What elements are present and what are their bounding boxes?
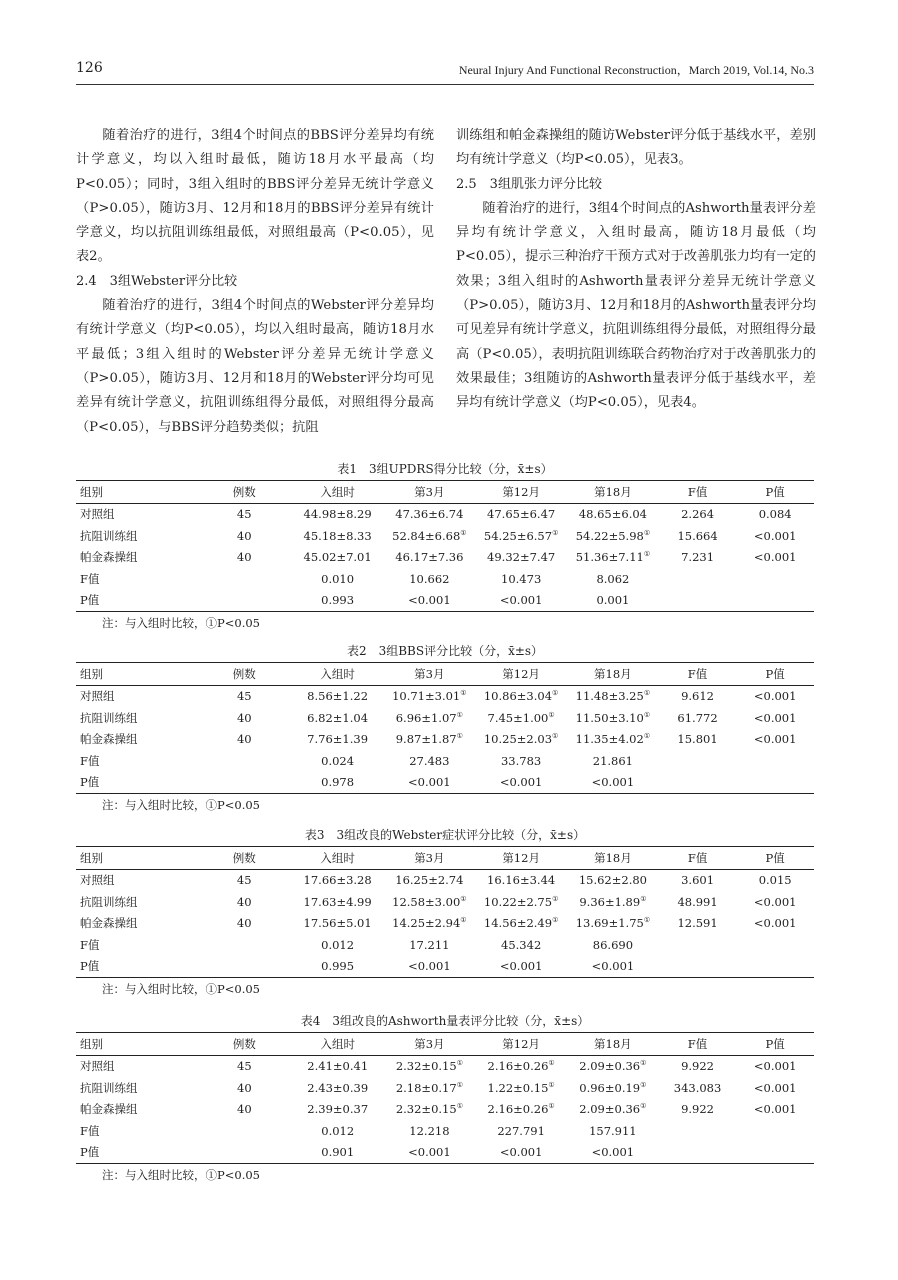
table-cell: P值	[80, 775, 100, 790]
table-1	[76, 480, 814, 612]
table-row	[76, 750, 814, 772]
table-cell: 2.09±0.36①	[579, 1059, 647, 1074]
table-cell: <0.001	[753, 550, 797, 565]
table-cell: 10.473	[501, 571, 542, 586]
paragraph-ashworth: 随着治疗的进行，3组4个时间点的Ashworth量表评分差异均有统计学意义，入组时最高，随访18月最低（均P<0.05），提示三种治疗干预方式对于改善肌张力均有一定的效果；3组入组时的Ashworth量表评分差异无统计学意义（P>0.05），随访3月、12月和18月的Ashworth量表评分均可见差异有统计学意义，抗阻训练组得分最低，对照组得分最高（P<0.05），表明抗阻训练联合药物治疗对于改善肌张力的效果最佳；3组随访的Ashworth量表评分低于基线水平，差异均有统计学意义（均P<0.05），见表4。	[456, 200, 816, 411]
table-3	[76, 846, 814, 978]
table-cell: <0.001	[591, 1145, 635, 1160]
table-cell: 86.690	[592, 937, 634, 952]
table-cell: 2.09±0.36①	[579, 1102, 647, 1117]
table-cell	[736, 750, 814, 772]
table-cell: 27.483	[409, 753, 450, 768]
table-cell: 0.995	[321, 959, 355, 974]
table-cell: <0.001	[499, 1145, 543, 1160]
table-cell: 对照组	[80, 1059, 115, 1074]
table-note: 注：与入组时比较，①P<0.05	[102, 1168, 260, 1182]
table-cell: 6.96±1.07①	[395, 710, 463, 725]
paragraph-webster: 随着治疗的进行，3组4个时间点的Webster评分差异均有统计学意义（均P<0.05），均以入组时最高，随访18月水平最低；3组入组时的Webster评分差异无统计学意义（P>0.05），随访3月、12月和18月的Webster评分均可见差异有统计学意义，抗阻训练组得分最低，对照组得分最高（P<0.05），与BBS评分趋势类似；抗阻	[76, 298, 434, 435]
table-cell	[197, 956, 292, 978]
table-caption: 表4 3组改良的Ashworth量表评分比较（分，x̄±s）	[300, 1014, 590, 1028]
table-cell: 14.56±2.49①	[483, 916, 559, 931]
table-2	[76, 662, 814, 794]
column-header: 第3月	[414, 484, 445, 499]
column-header: 组别	[80, 1036, 103, 1051]
left-column	[76, 124, 434, 440]
table-cell: 12.58±3.00①	[392, 894, 467, 909]
table-cell: 2.32±0.15①	[395, 1102, 463, 1117]
table-cell	[197, 772, 292, 794]
table-cell: <0.001	[591, 775, 635, 790]
table-cell	[197, 590, 292, 612]
table-cell: 帕金森操组	[80, 916, 138, 931]
column-header: 第18月	[594, 1036, 632, 1051]
column-header: 第18月	[594, 666, 632, 681]
page-number: 126	[76, 60, 103, 76]
table-cell: 48.65±6.04	[578, 507, 647, 522]
table-cell: 10.71±3.01①	[392, 689, 467, 704]
table-row	[76, 547, 814, 569]
table-cell: 33.783	[500, 753, 542, 768]
table-cell: 10.86±3.04①	[483, 689, 559, 704]
table-cell: 54.25±6.57①	[483, 528, 559, 543]
table-cell: <0.001	[753, 689, 797, 704]
table-cell: 51.36±7.11①	[575, 550, 651, 565]
table-cell: 40	[236, 916, 252, 931]
column-header: 第3月	[414, 850, 445, 865]
table-cell: 0.978	[321, 775, 355, 790]
table-cell: 47.36±6.74	[395, 507, 464, 522]
table-row	[76, 707, 814, 729]
table-cell: 9.612	[681, 689, 714, 704]
table-caption: 表3 3组改良的Webster症状评分比较（分，x̄±s）	[304, 828, 586, 842]
table-cell: 9.36±1.89①	[579, 894, 647, 909]
table-row	[76, 913, 814, 935]
table-cell: <0.001	[753, 1059, 797, 1074]
table-cell	[659, 956, 737, 978]
table-cell: 17.56±5.01	[303, 916, 372, 931]
table-cell	[659, 772, 737, 794]
section-heading-2-5: 2.5 3组肌张力评分比较	[456, 176, 602, 192]
column-header: F值	[687, 484, 708, 499]
column-header: P值	[765, 850, 785, 865]
column-header: F值	[687, 850, 708, 865]
table-cell	[736, 1142, 814, 1164]
table-cell: 对照组	[80, 507, 115, 522]
table-cell: 40	[237, 1080, 252, 1095]
table-cell: 0.012	[321, 1123, 355, 1138]
table-cell: 15.664	[677, 528, 718, 543]
column-header: P值	[765, 666, 785, 681]
table-cell: 15.62±2.80	[578, 873, 647, 888]
table-cell: 52.84±6.68①	[392, 528, 467, 543]
table-row	[76, 869, 814, 891]
journal-name: Neural Injury And Functional Reconstruction，March 2019, Vol.14, No.3	[458, 63, 814, 77]
table-cell: 8.062	[596, 571, 630, 586]
table-cell: 9.922	[681, 1059, 714, 1074]
table-cell: <0.001	[753, 732, 797, 747]
paragraph-webster-cont: 训练组和帕金森操组的随访Webster评分低于基线水平，差别均有统计学意义（均P<0.05），见表3。	[456, 128, 816, 168]
table-cell: F值	[80, 937, 100, 952]
table-cell: 40	[236, 894, 252, 909]
table-cell: 45	[236, 873, 252, 888]
table-cell: 对照组	[80, 689, 115, 704]
table-cell: 44.98±8.29	[303, 507, 372, 522]
table-cell: 16.25±2.74	[395, 873, 464, 888]
table-cell: 2.18±0.17①	[395, 1080, 463, 1095]
table-cell: 45.18±8.33	[303, 528, 372, 543]
table-cell: 21.861	[592, 753, 633, 768]
table-cell: 6.82±1.04	[307, 710, 369, 725]
table-cell	[736, 956, 814, 978]
table-cell: 0.012	[321, 937, 355, 952]
table-cell: 0.96±0.19①	[579, 1080, 647, 1095]
table-cell: P值	[80, 1145, 100, 1160]
column-header: 例数	[232, 666, 256, 681]
table-cell: 47.65±6.47	[487, 507, 556, 522]
table-cell: 9.922	[681, 1102, 714, 1117]
column-header: 第18月	[594, 850, 632, 865]
column-header: 第12月	[502, 850, 540, 865]
table-row	[76, 568, 814, 590]
table-cell: 54.22±5.98①	[575, 528, 651, 543]
table-cell	[197, 934, 292, 956]
table-cell: <0.001	[753, 894, 797, 909]
table-cell: 抗阻训练组	[80, 1080, 138, 1095]
table-cell: 40	[236, 528, 252, 543]
table-row	[76, 1142, 814, 1164]
table-cell: 0.001	[596, 593, 630, 608]
table-cell: 2.16±0.26①	[487, 1102, 555, 1117]
column-header: 例数	[232, 850, 256, 865]
column-header: 入组时	[320, 484, 355, 499]
table-row	[76, 1099, 814, 1121]
table-cell: <0.001	[753, 1080, 797, 1095]
table-cell: 17.211	[409, 937, 450, 952]
column-header: 第3月	[414, 1036, 445, 1051]
table-cell: <0.001	[408, 593, 451, 608]
column-header: 例数	[232, 1036, 256, 1051]
table-cell: 16.16±3.44	[487, 873, 556, 888]
right-column	[456, 124, 816, 416]
table-row	[76, 891, 814, 913]
table-cell: 45	[236, 689, 252, 704]
table-cell: 45	[236, 507, 252, 522]
table-cell	[659, 1142, 737, 1164]
column-header: P值	[765, 484, 785, 499]
table-cell: 49.32±7.47	[487, 550, 556, 565]
table-cell: 12.218	[409, 1123, 450, 1138]
table-cell: <0.001	[591, 959, 635, 974]
table-cell: 帕金森操组	[80, 550, 138, 565]
table-cell: <0.001	[753, 528, 797, 543]
column-header: 第12月	[502, 666, 540, 681]
table-cell	[659, 750, 737, 772]
table-cell	[659, 568, 737, 590]
table-cell: 7.45±1.00①	[487, 710, 555, 725]
table-cell: 40	[236, 732, 252, 747]
table-header-row	[76, 663, 814, 686]
table-cell: 45	[237, 1059, 252, 1074]
table-cell: 3.601	[681, 873, 715, 888]
table-cell: 抗阻训练组	[80, 528, 138, 543]
table-row	[76, 503, 814, 525]
table-cell: 2.41±0.41	[307, 1059, 369, 1074]
table-cell: 17.63±4.99	[303, 894, 372, 909]
table-cell: 11.48±3.25①	[575, 689, 651, 704]
table-cell: 10.25±2.03①	[483, 732, 559, 747]
table-cell: 0.010	[321, 571, 355, 586]
column-header: 组别	[80, 484, 103, 499]
table-cell: 45.342	[501, 937, 542, 952]
table-3-block	[76, 824, 814, 1000]
table-cell: 9.87±1.87①	[395, 732, 463, 747]
column-header: 第12月	[502, 1036, 540, 1051]
column-header: 第3月	[414, 666, 445, 681]
column-header: 入组时	[320, 1036, 355, 1051]
table-cell: <0.001	[499, 593, 543, 608]
table-cell: 40	[237, 1102, 252, 1117]
table-cell	[659, 934, 737, 956]
table-row	[76, 1120, 814, 1142]
column-header: 入组时	[320, 666, 355, 681]
table-cell: F值	[80, 571, 100, 586]
table-row	[76, 934, 814, 956]
table-row	[76, 525, 814, 547]
column-header: 第12月	[502, 484, 540, 499]
table-cell: 11.35±4.02①	[575, 732, 651, 747]
column-header: 组别	[80, 850, 103, 865]
column-header: F值	[687, 1036, 708, 1051]
table-cell	[659, 1120, 737, 1142]
table-row	[76, 685, 814, 707]
table-cell: 157.911	[589, 1123, 637, 1138]
table-4	[76, 1032, 814, 1164]
table-cell	[197, 568, 292, 590]
column-header: 入组时	[320, 850, 355, 865]
table-cell: 0.015	[758, 873, 792, 888]
table-cell: <0.001	[499, 959, 543, 974]
table-row	[76, 1077, 814, 1099]
table-cell: 2.32±0.15①	[395, 1059, 463, 1074]
column-header: F值	[687, 666, 708, 681]
table-cell: 61.772	[677, 710, 718, 725]
table-cell: <0.001	[753, 916, 797, 931]
table-cell: 0.993	[321, 593, 355, 608]
table-note: 注：与入组时比较，①P<0.05	[102, 982, 260, 996]
table-caption: 表1 3组UPDRS得分比较（分，x̄±s）	[337, 462, 553, 476]
table-note: 注：与入组时比较，①P<0.05	[102, 798, 260, 812]
column-header: 第18月	[594, 484, 632, 499]
table-cell	[197, 1142, 292, 1164]
table-cell: P值	[80, 959, 100, 974]
table-cell	[736, 934, 814, 956]
table-cell: 17.66±3.28	[303, 873, 372, 888]
table-cell: 对照组	[80, 873, 115, 888]
table-cell	[659, 590, 737, 612]
table-row	[76, 590, 814, 612]
table-cell: <0.001	[408, 959, 451, 974]
table-row	[76, 1055, 814, 1077]
table-cell: P值	[80, 593, 100, 608]
table-cell: 10.22±2.75①	[483, 894, 559, 909]
table-row	[76, 772, 814, 794]
table-1-block	[76, 458, 814, 634]
table-cell: 8.56±1.22	[307, 689, 369, 704]
table-note: 注：与入组时比较，①P<0.05	[102, 616, 260, 630]
table-cell: <0.001	[408, 1145, 451, 1160]
table-row	[76, 956, 814, 978]
table-cell: 11.50±3.10①	[575, 710, 651, 725]
table-cell	[736, 590, 814, 612]
table-cell: 227.791	[497, 1123, 545, 1138]
table-cell: 15.801	[677, 732, 718, 747]
table-cell: 2.16±0.26①	[487, 1059, 555, 1074]
table-cell: <0.001	[408, 775, 451, 790]
table-cell: 13.69±1.75①	[575, 916, 651, 931]
table-cell: 7.76±1.39	[307, 732, 369, 747]
table-cell: 12.591	[677, 916, 718, 931]
table-4-block	[76, 1010, 814, 1186]
table-cell	[736, 1120, 814, 1142]
table-cell	[736, 772, 814, 794]
table-cell: 14.25±2.94①	[392, 916, 467, 931]
table-cell	[197, 750, 292, 772]
table-cell: 40	[236, 710, 252, 725]
table-cell: <0.001	[499, 775, 543, 790]
table-cell: 抗阻训练组	[80, 894, 138, 909]
table-cell: <0.001	[753, 1102, 797, 1117]
table-cell: 7.231	[681, 550, 715, 565]
table-cell: 45.02±7.01	[303, 550, 372, 565]
running-header	[76, 58, 814, 85]
table-cell	[197, 1120, 292, 1142]
table-cell: F值	[80, 753, 100, 768]
table-header-row	[76, 481, 814, 504]
table-header-row	[76, 847, 814, 870]
column-header: 例数	[232, 484, 256, 499]
table-cell: 2.264	[681, 507, 715, 522]
table-cell: 10.662	[409, 571, 450, 586]
table-cell: 46.17±7.36	[395, 550, 464, 565]
paragraph-bbs: 随着治疗的进行，3组4个时间点的BBS评分差异均有统计学意义，均以入组时最低，随访18月水平最高（均P<0.05）；同时，3组入组时的BBS评分差异无统计学意义（P>0.05），随访3月、12月和18月的BBS评分差异有统计学意义，均以抗阻训练组最低，对照组最高（P<0.05），见表2。	[76, 128, 434, 265]
table-row	[76, 729, 814, 751]
table-cell: 0.024	[321, 753, 355, 768]
table-cell: 帕金森操组	[80, 1102, 138, 1117]
table-cell: 343.083	[673, 1080, 722, 1095]
table-2-block	[76, 640, 814, 816]
table-cell	[736, 568, 814, 590]
table-cell: 40	[236, 550, 252, 565]
table-cell: 0.084	[758, 507, 792, 522]
table-caption: 表2 3组BBS评分比较（分，x̄±s）	[346, 644, 544, 658]
section-heading-2-4: 2.4 3组Webster评分比较	[76, 273, 238, 289]
table-cell: <0.001	[753, 710, 797, 725]
column-header: 组别	[80, 666, 103, 681]
table-cell: F值	[80, 1123, 100, 1138]
table-cell: 0.901	[321, 1145, 355, 1160]
table-cell: 2.39±0.37	[307, 1102, 369, 1117]
table-cell: 48.991	[677, 894, 718, 909]
table-cell: 2.43±0.39	[307, 1080, 369, 1095]
table-header-row	[76, 1033, 814, 1056]
table-cell: 1.22±0.15①	[487, 1080, 555, 1095]
table-cell: 抗阻训练组	[80, 710, 138, 725]
column-header: P值	[765, 1036, 785, 1051]
table-cell: 帕金森操组	[80, 732, 138, 747]
